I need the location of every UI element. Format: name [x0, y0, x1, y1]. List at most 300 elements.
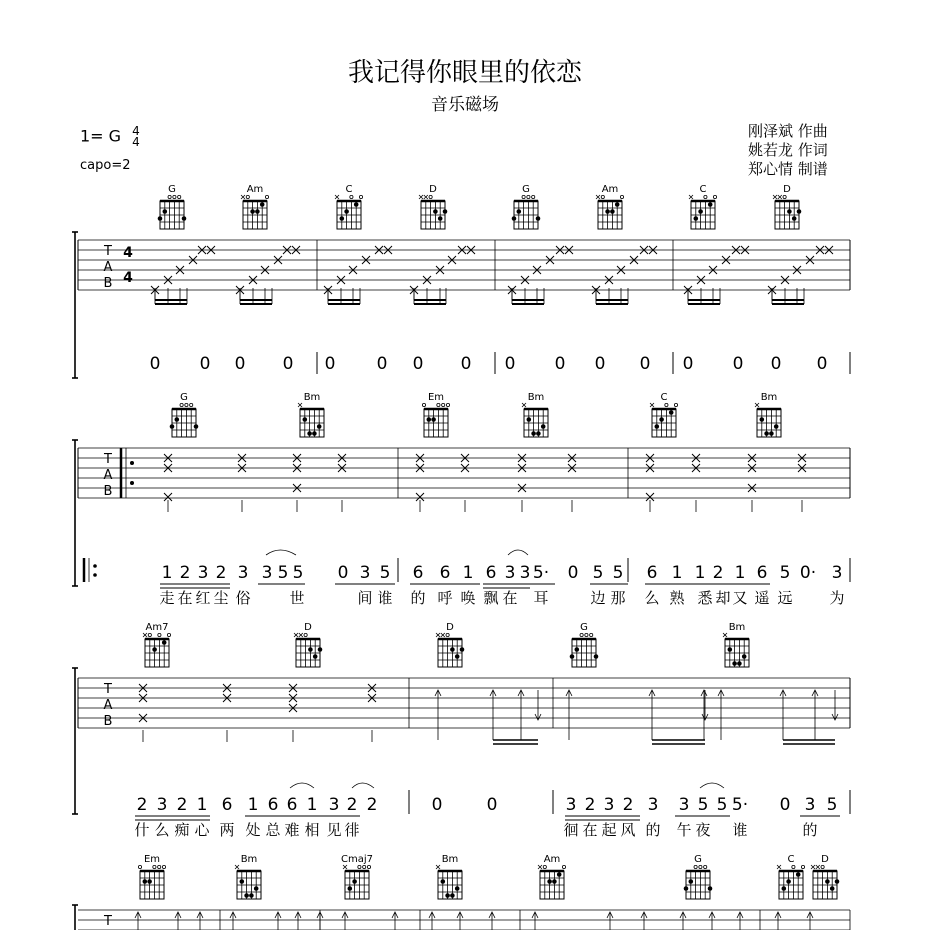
chord-bm-diagram-dot [728, 647, 733, 652]
chord-bm-diagram-dot [769, 431, 774, 436]
chord-am7-diagram-label: Am7 [145, 622, 169, 633]
numbered-note: 3 [261, 563, 273, 583]
chord-g-diagram-dot [570, 654, 575, 659]
numbered-note: 1 [247, 795, 259, 815]
chord-em-diagram-open [162, 865, 165, 868]
chord-bm-diagram-dot [312, 431, 317, 436]
chord-g-diagram-dot [684, 886, 689, 891]
chord-am-diagram-open [543, 865, 546, 868]
numbered-note: 5 [379, 563, 391, 583]
chord-c-diagram-dot [786, 879, 791, 884]
numbered-note: 6 [267, 795, 279, 815]
numbered-note: 3 [804, 795, 816, 815]
chord-g-diagram-label: G [694, 854, 702, 865]
numbered-note: 3 [328, 795, 340, 815]
numbered-note: 0 [779, 795, 791, 815]
numbered-note: 3 [678, 795, 690, 815]
tie [700, 783, 724, 788]
numbered-note: 0 [337, 563, 349, 583]
chord-d-diagram-open [821, 865, 824, 868]
chord-g-diagram-open [173, 195, 176, 198]
chord-g-diagram-dot [512, 216, 517, 221]
lyric-char: 见 [326, 821, 342, 839]
chord-g-diagram-dot [517, 209, 522, 214]
chord-c-diagram-open [350, 195, 353, 198]
chord-bm-diagram-dot [254, 886, 259, 891]
chord-bm-diagram-label: Bm [527, 392, 545, 403]
tab-clef-t: T [104, 682, 112, 697]
numbered-note: 1 [161, 563, 173, 583]
chord-am-diagram-open [601, 195, 604, 198]
chord-am7-diagram-dot [162, 640, 167, 645]
lyric-char: 什 [134, 821, 150, 839]
lyric-char: 痴 [174, 821, 190, 839]
chord-am-diagram-label: Am [543, 854, 561, 865]
lyric-char: 却 [715, 589, 731, 607]
numbered-note: 5 [716, 795, 728, 815]
chord-g-diagram-open [190, 403, 193, 406]
chord-d-diagram-label: D [446, 622, 454, 633]
numbered-note: 2 [179, 563, 191, 583]
numbered-note: 6 [756, 563, 768, 583]
chord-em-diagram-dot [431, 417, 436, 422]
chord-bm-diagram-dot [760, 417, 765, 422]
chord-em-diagram-label: Em [143, 854, 161, 865]
numbered-rest: 0 [376, 354, 388, 374]
chord-bm-diagram-label: Bm [240, 854, 258, 865]
numbered-rest: 0 [594, 354, 606, 374]
chord-c-diagram-label: C [699, 184, 707, 195]
key-label: 1= G [80, 126, 122, 146]
lyric-char: 在 [502, 589, 518, 607]
lyric-char: 总 [265, 821, 281, 839]
numbered-note: 6 [286, 795, 298, 815]
song-title: 我记得你眼里的依恋 [347, 58, 582, 88]
chord-c-diagram-open [359, 195, 362, 198]
chord-c-diagram-dot [344, 209, 349, 214]
tab-clef-a: A [103, 468, 113, 483]
tie [508, 550, 528, 555]
chord-am7-diagram-dot [152, 647, 157, 652]
chord-em-diagram-label: Em [427, 392, 445, 403]
chord-bm-diagram-dot [541, 424, 546, 429]
chord-cmaj7-diagram-dot [352, 879, 357, 884]
tab-clef-a: A [103, 698, 113, 713]
numbered-rest: 0 [234, 354, 246, 374]
chord-bm-diagram-dot [774, 424, 779, 429]
chord-d-diagram-dot [792, 216, 797, 221]
chord-g-diagram-open [590, 633, 593, 636]
chord-am-diagram-dot [547, 879, 552, 884]
chord-am-diagram-dot [260, 202, 265, 207]
lyric-char: 徘 [344, 821, 360, 839]
chord-bm-diagram-dot [317, 424, 322, 429]
chord-d-diagram-dot [825, 879, 830, 884]
numbered-note: 1 [694, 563, 706, 583]
numbered-note: 5 [292, 563, 304, 583]
chord-g-diagram-open [185, 403, 188, 406]
chord-d-diagram-dot [830, 886, 835, 891]
chord-bm-diagram-dot [441, 879, 446, 884]
lyric-char: 在 [582, 821, 598, 839]
tie [352, 783, 374, 788]
numbered-note: 2 [176, 795, 188, 815]
tie [266, 550, 296, 555]
chord-cmaj7-diagram-open [358, 865, 361, 868]
chord-am-diagram-dot [255, 209, 260, 214]
chord-g-diagram-open [704, 865, 707, 868]
numbered-rest: 0 [412, 354, 424, 374]
chord-d-diagram-dot [308, 647, 313, 652]
chord-g-diagram-dot [536, 216, 541, 221]
chord-g-diagram-dot [194, 424, 199, 429]
lyric-char: 徊 [563, 821, 579, 839]
time-signature-top: 4 [132, 124, 140, 138]
lyric-char: 为 [829, 589, 845, 607]
numbered-note: 0· [799, 563, 817, 583]
numbered-rest: 0 [324, 354, 336, 374]
tab-clef-t: T [104, 244, 112, 259]
lyric-char: 起 [601, 821, 617, 839]
numbered-note: 3 [831, 563, 843, 583]
chord-c-diagram-open [674, 403, 677, 406]
numbered-note: 0 [486, 795, 498, 815]
chord-c-diagram-dot [340, 216, 345, 221]
chord-bm-diagram-dot [244, 893, 249, 898]
chord-cmaj7-diagram-label: Cmaj7 [341, 854, 373, 865]
numbered-note: 3 [237, 563, 249, 583]
tab-clef-b: B [103, 714, 113, 729]
numbered-rest: 0 [554, 354, 566, 374]
chord-g-diagram-dot [689, 879, 694, 884]
chord-d-diagram-dot [443, 209, 448, 214]
chord-d-diagram-open [304, 633, 307, 636]
numbered-note: 5 [277, 563, 289, 583]
numbered-note: 1 [734, 563, 746, 583]
lyric-char: 夜 [695, 821, 711, 839]
lyric-char: 么 [644, 589, 660, 607]
lyric-char: 遥 [754, 589, 770, 607]
chord-c-diagram-dot [796, 872, 801, 877]
chord-c-diagram-label: C [660, 392, 668, 403]
numbered-note: 5· [532, 563, 550, 583]
chord-em-diagram-open [153, 865, 156, 868]
chord-c-diagram-open [713, 195, 716, 198]
numbered-note: 3 [504, 563, 516, 583]
numbered-note: 2 [712, 563, 724, 583]
chord-am-diagram-dot [552, 879, 557, 884]
tab-clef-t: T [104, 452, 112, 467]
lyric-char: 俗 [235, 589, 251, 607]
chord-d-diagram-open [783, 195, 786, 198]
repeat-dot [130, 481, 134, 485]
numbered-rest: 0 [639, 354, 651, 374]
chord-d-diagram-dot [787, 209, 792, 214]
chord-cmaj7-diagram-open [363, 865, 366, 868]
chord-g-diagram-label: G [180, 392, 188, 403]
chord-em-diagram-open [138, 865, 141, 868]
lyric-char: 耳 [533, 589, 549, 607]
numbered-note: 5 [779, 563, 791, 583]
numbered-note: 5· [731, 795, 749, 815]
numbered-note: 2 [366, 795, 378, 815]
lyric-char: 谁 [732, 821, 748, 839]
numbered-rest: 0 [282, 354, 294, 374]
transcriber-credit: 郑心情 制谱 [748, 160, 828, 178]
chord-bm-diagram-dot [742, 654, 747, 659]
numbered-note: 2 [584, 795, 596, 815]
chord-c-diagram-open [704, 195, 707, 198]
chord-d-diagram-dot [450, 647, 455, 652]
chord-am-diagram-open [620, 195, 623, 198]
lyric-char: 的 [410, 589, 426, 607]
chord-g-diagram-open [522, 195, 525, 198]
chord-am-diagram-dot [610, 209, 615, 214]
chord-bm-diagram-dot [455, 886, 460, 891]
chord-d-diagram-dot [433, 209, 438, 214]
numbered-note: 3 [647, 795, 659, 815]
numbered-rest: 0 [149, 354, 161, 374]
lyric-char: 的 [802, 821, 818, 839]
lyric-char: 心 [194, 821, 210, 839]
chord-cmaj7-diagram-dot [348, 886, 353, 891]
chord-d-diagram-label: D [783, 184, 791, 195]
numbered-note: 2 [136, 795, 148, 815]
lyric-char: 红 [195, 589, 211, 607]
numbered-rest: 0 [816, 354, 828, 374]
chord-am-diagram-open [265, 195, 268, 198]
numbered-note: 0 [567, 563, 579, 583]
lyric-char: 走 [159, 589, 175, 607]
chord-d-diagram-dot [797, 209, 802, 214]
composer-credit: 刚泽斌 作曲 [748, 122, 828, 140]
chord-g-diagram-dot [594, 654, 599, 659]
lyric-char: 熟 [669, 589, 685, 607]
chord-g-diagram-label: G [522, 184, 530, 195]
numbered-note: 0 [431, 795, 443, 815]
chord-bm-diagram-dot [737, 661, 742, 666]
chord-d-diagram-dot [455, 654, 460, 659]
numbered-note: 5 [592, 563, 604, 583]
numbered-note: 5 [612, 563, 624, 583]
chord-am-diagram-dot [557, 872, 562, 877]
chord-c-diagram-dot [655, 424, 660, 429]
chord-am-diagram-dot [615, 202, 620, 207]
chord-d-diagram-open [429, 195, 432, 198]
chord-bm-diagram-dot [240, 879, 245, 884]
chord-bm-diagram-label: Bm [760, 392, 778, 403]
lyric-char: 间 [357, 589, 373, 607]
numbered-rest: 0 [732, 354, 744, 374]
chord-c-diagram-dot [669, 410, 674, 415]
tab-clef-b: B [103, 276, 113, 291]
tab-time-bottom: 4 [123, 270, 133, 286]
chord-c-diagram-label: C [345, 184, 353, 195]
numbered-rest: 0 [682, 354, 694, 374]
chord-d-diagram-dot [438, 216, 443, 221]
chord-em-diagram-open [442, 403, 445, 406]
lyric-char: 难 [284, 821, 300, 839]
tab-time-top: 4 [123, 245, 133, 261]
lyric-char: 风 [620, 821, 636, 839]
numbered-rest: 0 [460, 354, 472, 374]
chord-am7-diagram-open [167, 633, 170, 636]
chord-g-diagram-dot [182, 216, 187, 221]
chord-d-diagram-label: D [429, 184, 437, 195]
repeat-dot [130, 461, 134, 465]
lyric-char: 远 [777, 589, 793, 607]
chord-bm-diagram-dot [764, 431, 769, 436]
numbered-rest: 0 [199, 354, 211, 374]
chord-bm-diagram-label: Bm [303, 392, 321, 403]
chord-g-diagram-open [694, 865, 697, 868]
numbered-note: 2 [622, 795, 634, 815]
chord-c-diagram-dot [782, 886, 787, 891]
lyric-char: 世 [289, 589, 305, 607]
time-signature-bottom: 4 [132, 135, 140, 149]
chord-em-diagram-open [158, 865, 161, 868]
numbered-note: 5 [826, 795, 838, 815]
chord-d-diagram-label: D [304, 622, 312, 633]
chord-g-diagram-open [180, 403, 183, 406]
chord-bm-diagram-dot [445, 893, 450, 898]
chord-c-diagram-open [665, 403, 668, 406]
numbered-note: 1 [196, 795, 208, 815]
numbered-note: 6 [221, 795, 233, 815]
numbered-note: 6 [412, 563, 424, 583]
lyric-char: 飘 [483, 589, 499, 607]
chord-d-diagram-dot [835, 879, 840, 884]
chord-g-diagram-dot [170, 424, 175, 429]
chord-g-diagram-open [168, 195, 171, 198]
chord-am-diagram-open [246, 195, 249, 198]
chord-c-diagram-dot [659, 417, 664, 422]
numbered-note: 5 [697, 795, 709, 815]
chord-bm-diagram-label: Bm [441, 854, 459, 865]
chord-bm-diagram-dot [303, 417, 308, 422]
repeat-dot [93, 564, 97, 568]
chord-d-diagram-dot [318, 647, 323, 652]
chord-g-diagram-label: G [580, 622, 588, 633]
lyric-char: 那 [610, 589, 626, 607]
numbered-note: 3 [197, 563, 209, 583]
lyric-char: 谁 [377, 589, 393, 607]
chord-c-diagram-open [801, 865, 804, 868]
chord-c-diagram-dot [698, 209, 703, 214]
numbered-rest: 0 [504, 354, 516, 374]
tab-clef-t: T [104, 914, 112, 929]
numbered-note: 1 [671, 563, 683, 583]
lyric-char: 悉 [697, 589, 713, 607]
lyricist-credit: 姚若龙 作词 [748, 141, 828, 159]
numbered-note: 1 [462, 563, 474, 583]
chord-bm-diagram-dot [249, 893, 254, 898]
chord-am7-diagram-open [158, 633, 161, 636]
chord-g-diagram-open [178, 195, 181, 198]
chord-am-diagram-label: Am [601, 184, 619, 195]
numbered-note: 1 [306, 795, 318, 815]
chord-am-diagram-dot [605, 209, 610, 214]
chord-c-diagram-dot [708, 202, 713, 207]
chord-g-diagram-dot [163, 209, 168, 214]
lyric-char: 处 [245, 821, 261, 839]
lyric-char: 边 [590, 589, 606, 607]
chord-d-diagram-open [446, 633, 449, 636]
chord-am-diagram-label: Am [246, 184, 264, 195]
numbered-rest: 0 [770, 354, 782, 374]
tie [290, 783, 314, 788]
chord-c-diagram-open [792, 865, 795, 868]
chord-d-diagram-dot [460, 647, 465, 652]
numbered-note: 3 [519, 563, 531, 583]
chord-bm-diagram-dot [536, 431, 541, 436]
chord-g-diagram-label: G [168, 184, 176, 195]
numbered-note: 2 [215, 563, 227, 583]
chord-em-diagram-dot [427, 417, 432, 422]
lyric-char: 尘 [213, 589, 229, 607]
chord-g-diagram-dot [158, 216, 163, 221]
chord-am7-diagram-open [148, 633, 151, 636]
chord-c-diagram-dot [694, 216, 699, 221]
lyric-char: 相 [304, 821, 320, 839]
numbered-note: 3 [359, 563, 371, 583]
chord-em-diagram-open [437, 403, 440, 406]
numbered-note: 6 [439, 563, 451, 583]
song-subtitle: 音乐磁场 [431, 95, 499, 115]
numbered-note: 3 [603, 795, 615, 815]
numbered-note: 3 [565, 795, 577, 815]
lyric-char: 的 [645, 821, 661, 839]
lyric-char: 么 [154, 821, 170, 839]
chord-am-diagram-open [562, 865, 565, 868]
chord-g-diagram-open [585, 633, 588, 636]
capo-label: capo=2 [80, 158, 131, 173]
chord-bm-diagram-dot [732, 661, 737, 666]
chord-g-diagram-open [580, 633, 583, 636]
chord-em-diagram-open [422, 403, 425, 406]
chord-bm-diagram-dot [307, 431, 312, 436]
chord-g-diagram-open [527, 195, 530, 198]
chord-bm-diagram-dot [531, 431, 536, 436]
chord-bm-diagram-dot [450, 893, 455, 898]
chord-em-diagram-dot [143, 879, 148, 884]
chord-d-diagram-label: D [821, 854, 829, 865]
chord-bm-diagram-dot [527, 417, 532, 422]
lyric-char: 唤 [460, 589, 476, 607]
numbered-note: 6 [485, 563, 497, 583]
chord-em-diagram-dot [147, 879, 152, 884]
lyric-char: 呼 [437, 589, 453, 607]
lyric-char: 又 [732, 589, 748, 607]
chord-cmaj7-diagram-open [367, 865, 370, 868]
numbered-note: 6 [646, 563, 658, 583]
chord-c-diagram-dot [354, 202, 359, 207]
chord-g-diagram-dot [575, 647, 580, 652]
tab-clef-a: A [103, 260, 113, 275]
lyric-char: 两 [219, 821, 235, 839]
numbered-note: 2 [346, 795, 358, 815]
chord-g-diagram-dot [708, 886, 713, 891]
chord-am-diagram-dot [250, 209, 255, 214]
lyric-char: 在 [177, 589, 193, 607]
chord-em-diagram-open [446, 403, 449, 406]
chord-d-diagram-dot [313, 654, 318, 659]
chord-g-diagram-dot [175, 417, 180, 422]
chord-g-diagram-open [532, 195, 535, 198]
numbered-note: 3 [156, 795, 168, 815]
chord-bm-diagram-label: Bm [728, 622, 746, 633]
repeat-dot [93, 573, 97, 577]
